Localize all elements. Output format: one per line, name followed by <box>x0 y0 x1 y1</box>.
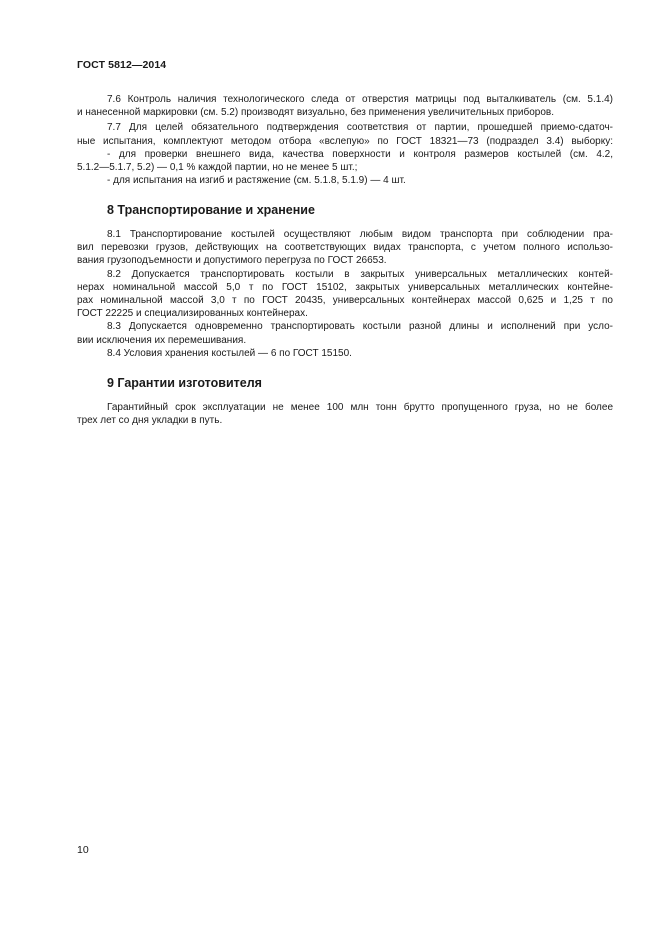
paragraph-8-3 <box>77 320 613 346</box>
section-8-body <box>77 228 613 360</box>
text-line: 5.1.2—5.1.7, 5.2) — 0,1 % каждой партии, но не менее 5 шт.; <box>77 162 358 174</box>
text-line: рах номинальной массой 3,0 т по ГОСТ 20435, универсальных контейнерах массой 0,625 и 1,25 т по <box>77 295 613 307</box>
text-line: 8.3 Допускается одновременно транспортировать костыли разной длины и исполнений при усло- <box>107 321 613 333</box>
text-line: вил перевозки грузов, действующих на соответствующих видах транспорта, с учетом полного использо- <box>77 242 613 254</box>
paragraph-8-2 <box>77 268 613 321</box>
text-line: 8.2 Допускается транспортировать костыли в закрытых универсальных металлических контей- <box>107 268 613 280</box>
text-line: Гарантийный срок эксплуатации не менее 100 млн тонн брутто пропущенного груза, но не более <box>107 402 613 413</box>
text-line: 7.6 Контроль наличия технологического следа от отверстия матрицы под выталкиватель (см. 5.1.4) <box>107 94 613 105</box>
text-line: и нанесенной маркировки (см. 5.2) производят визуально, без применения увеличительных приборов. <box>77 107 554 119</box>
text-line: ГОСТ 22225 и специализированных контейнерах. <box>77 308 308 320</box>
page-number: 10 <box>77 844 89 856</box>
paragraph-8-1 <box>77 228 613 268</box>
text-line: - для проверки внешнего вида, качества поверхности и контроля размеров костылей (см. 4.2, <box>107 148 613 160</box>
text-line: 8.1 Транспортирование костылей осуществляют любым видом транспорта при соблюдении пра- <box>107 229 613 240</box>
document-id-header: ГОСТ 5812—2014 <box>77 59 167 71</box>
paragraph-8-4 <box>77 347 613 360</box>
section-7-continuation <box>77 93 613 187</box>
paragraph-7-7 <box>77 121 613 187</box>
section-8-heading: 8 Транспортирование и хранение <box>107 203 315 217</box>
paragraph-7-6 <box>77 93 613 119</box>
text-line: вии исключения их перемешивания. <box>77 334 247 346</box>
text-line: ные испытания, комплектуют методом отбора «вслепую» по ГОСТ 18321—73 (подраздел 3.4) выборку: <box>77 135 613 147</box>
section-9-body <box>77 401 613 427</box>
text-line: - для испытания на изгиб и растяжение (см. 5.1.8, 5.1.9) — 4 шт. <box>107 175 406 187</box>
paragraph-9 <box>77 401 613 427</box>
section-9-heading: 9 Гарантии изготовителя <box>107 376 262 390</box>
text-line: трех лет со дня укладки в путь. <box>77 415 223 427</box>
text-line: вания грузоподъемности и допустимого перегруза по ГОСТ 26653. <box>77 255 387 267</box>
text-line: нерах номинальной массой 5,0 т по ГОСТ 15102, закрытых универсальных металлических контейне- <box>77 281 613 293</box>
text-line: 7.7 Для целей обязательного подтверждения соответствия от партии, прошедшей приемо-сдаточ- <box>107 122 613 134</box>
text-line: 8.4 Условия хранения костылей — 6 по ГОСТ 15150. <box>107 347 352 359</box>
